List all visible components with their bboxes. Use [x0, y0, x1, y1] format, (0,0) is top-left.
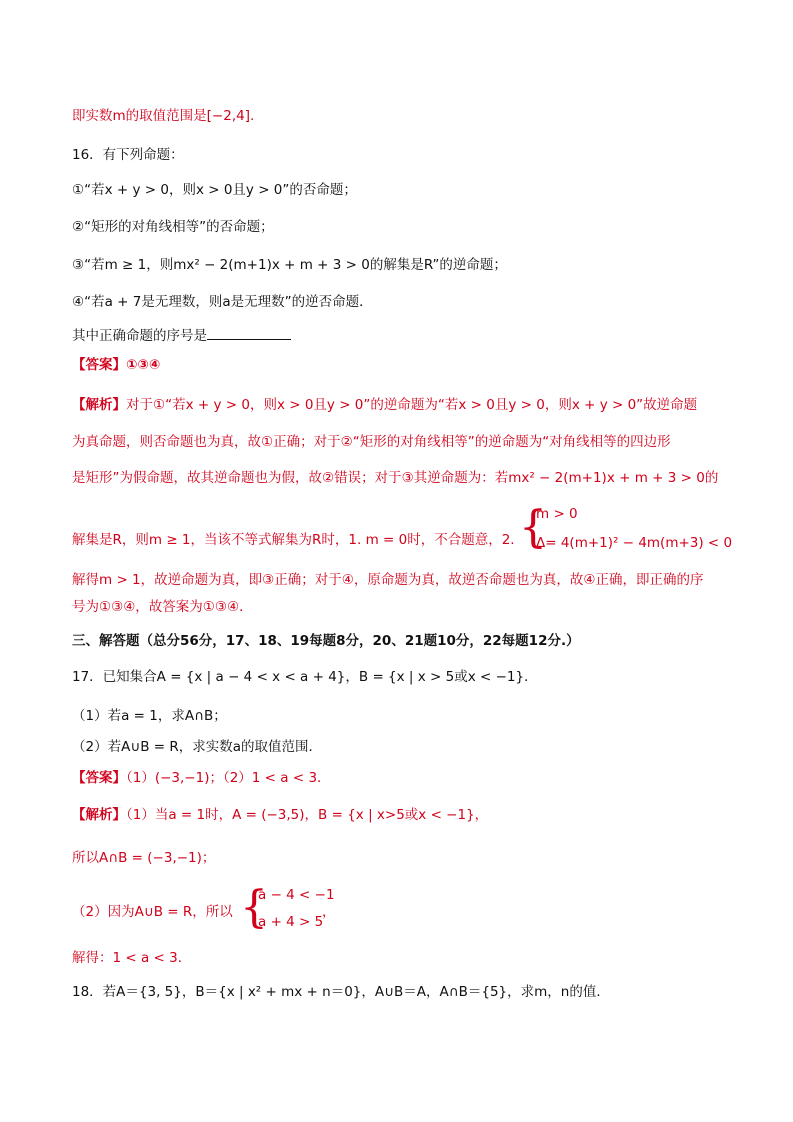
section-3-heading: 三、解答题（总分56分，17、18、19每题8分，20、21题10分，22每题12分.） [72, 633, 580, 649]
answer-range-line: 即实数m的取值范围是[−2,4]. [72, 108, 255, 124]
system-2-comma: ， [322, 904, 336, 920]
proposition-2: ②“矩形的对角线相等”的否命题； [72, 219, 274, 235]
answer-value: ①③④ [126, 357, 161, 373]
system-brace-1: { [519, 502, 547, 553]
question-16-ask [72, 325, 291, 346]
question-16-title: 16．有下列命题： [72, 147, 184, 163]
analysis-tag: 【解析】 [72, 397, 126, 413]
system-1-row-2: Δ= 4(m+1)² − 4m(m+3) < 0 [536, 535, 733, 551]
analysis-tag: 【解析】 [72, 807, 126, 823]
analysis-16-line-5: 解得m > 1，故逆命题为真，即③正确；对于④，原命题为真，故逆否命题也为真，故④正确，即正确的序 [72, 572, 704, 588]
analysis-16-line-3: 是矩形”为假命题，故其逆命题也为假，故②错误；对于③其逆命题为：若mx² − 2(m+1)x + m + 3 > 0的 [72, 470, 719, 486]
ask-text: 其中正确命题的序号是 [72, 328, 207, 344]
answer-17 [72, 768, 331, 788]
question-17-part-2: （2）若A∪B = R，求实数a的取值范围． [72, 739, 323, 755]
proposition-4: ④“若a + 7是无理数，则a是无理数”的逆否命题． [72, 294, 373, 310]
question-17-part-1: （1）若a = 1，求A∩B； [72, 708, 227, 724]
system-2-row-1: a − 4 < −1 [258, 887, 335, 903]
answer-blank [207, 325, 291, 340]
answer-tag: 【答案】 [72, 770, 126, 786]
answer-16 [72, 355, 160, 375]
analysis-16-line-4: 解集是R，则m ≥ 1，当该不等式解集为R时，1. m = 0时，不合题意，2. [72, 532, 515, 548]
proposition-1: ①“若x + y > 0，则x > 0且y > 0”的否命题； [72, 182, 357, 198]
answer-tag: 【答案】 [72, 357, 126, 373]
analysis-17-line-3: （2）因为A∪B = R，所以 [72, 904, 233, 920]
analysis-16-line-1 [72, 395, 697, 415]
analysis-16-line-6: 号为①③④，故答案为①③④． [72, 599, 253, 615]
analysis-17-line-4: 解得：1 < a < 3． [72, 950, 192, 966]
system-brace-2: { [240, 882, 268, 933]
answer-value: （1）(−3,−1)；（2）1 < a < 3． [126, 770, 331, 786]
system-1-row-1: m > 0 [536, 506, 578, 522]
analysis-17-line-2: 所以A∩B = (−3,−1)； [72, 850, 216, 866]
proposition-3: ③“若m ≥ 1，则mx² − 2(m+1)x + m + 3 > 0的解集是R”的逆命题； [72, 257, 507, 273]
analysis-text: 对于①“若x + y > 0，则x > 0且y > 0”的逆命题为“若x > 0且y > 0，则x + y > 0”故逆命题 [126, 397, 698, 413]
analysis-16-line-2: 为真命题，则否命题也为真，故①正确；对于②“矩形的对角线相等”的逆命题为“对角线相等的四边形 [72, 434, 671, 450]
system-2-row-2: a + 4 > 5 [258, 914, 324, 930]
analysis-text: （1）当a = 1时，A = (−3,5)，B = {x | x>5或x < −1}， [126, 807, 489, 823]
question-17-title: 17．已知集合A = {x | a − 4 < x < a + 4}，B = {x | x > 5或x < −1}． [72, 669, 538, 685]
analysis-17-line-1 [72, 805, 488, 825]
question-18-title: 18．若A＝{3, 5}，B＝{x | x² + mx + n＝0}，A∪B＝A，A∩B＝{5}，求m，n的值． [72, 984, 610, 1000]
